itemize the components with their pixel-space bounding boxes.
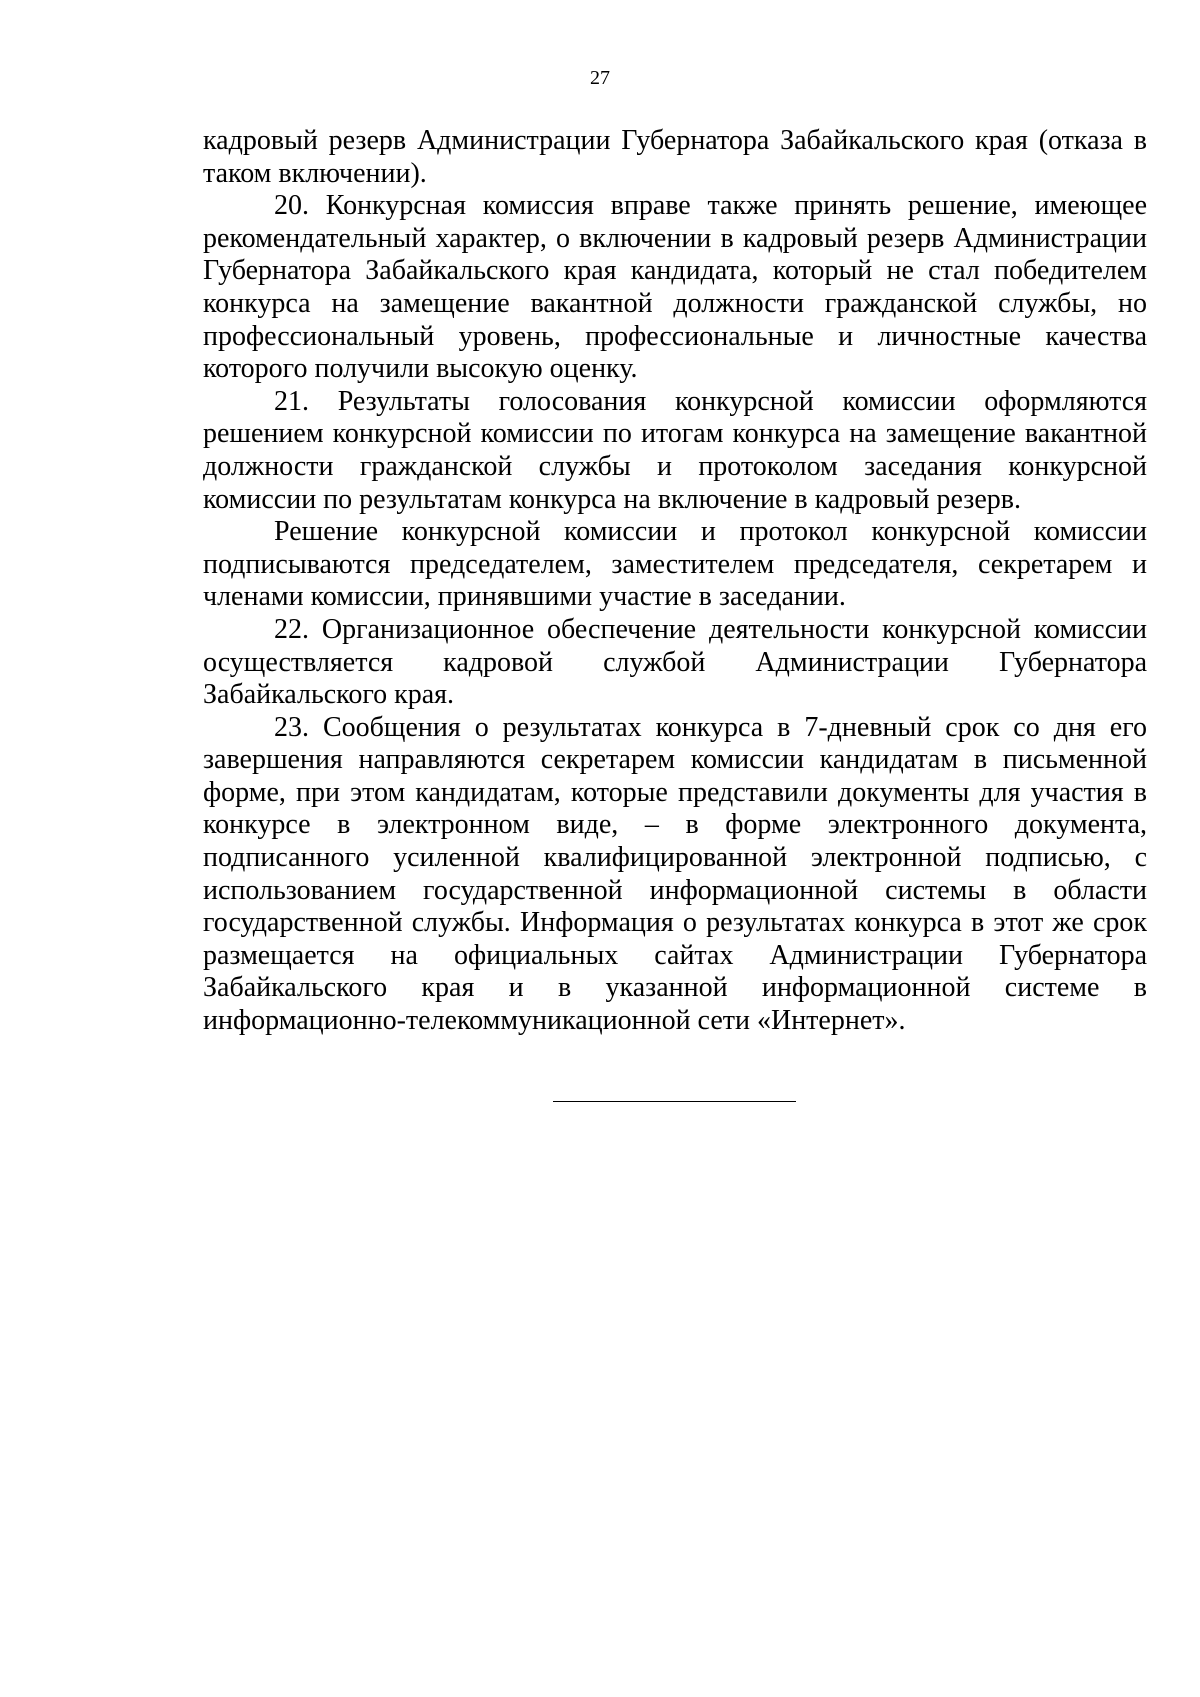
document-body bbox=[203, 125, 1147, 1038]
paragraph-20: 20. Конкурсная комиссия вправе также принять решение, имеющее рекомендательный характер, о включении в кадровый резерв Администрации Губернатора Забайкальского края кандидата, который не стал победителем конкурса на замещение вакантной должности гражданской службы, но профессиональный уровень, профессиональные и личностные качества которого получили высокую оценку. bbox=[203, 190, 1147, 385]
paragraph-23: 23. Сообщения о результатах конкурса в 7-дневный срок со дня его завершения направляются секретарем комиссии кандидатам в письменной форме, при этом кандидатам, которые представили документы для участия в конкурсе в электронном виде, – в форме электронного документа, подписанного усиленной квалифицированной электронной подписью, с использованием государственной информационной системы в области государственной службы. Информация о результатах конкурса в этот же срок размещается на официальных сайтах Администрации Губернатора Забайкальского края и в указанной информационной системе в информационно-телекоммуникационной сети «Интернет». bbox=[203, 711, 1147, 1037]
paragraph-continuation: кадровый резерв Администрации Губернатора Забайкальского края (отказа в таком включении). bbox=[203, 125, 1147, 189]
paragraph-21-signing: Решение конкурсной комиссии и протокол конкурсной комиссии подписываются председателем, заместителем председателя, секретарем и членами комиссии, принявшими участие в заседании. bbox=[203, 516, 1147, 613]
paragraph-21: 21. Результаты голосования конкурсной комиссии оформляются решением конкурсной комиссии по итогам конкурса на замещение вакантной должности гражданской службы и протоколом заседания конкурсной комиссии по результатам конкурса на включение в кадровый резерв. bbox=[203, 385, 1147, 515]
page-number: 27 bbox=[590, 67, 610, 89]
end-of-document-rule bbox=[553, 1101, 796, 1102]
paragraph-22: 22. Организационное обеспечение деятельности конкурсной комиссии осуществляется кадровой службой Администрации Губернатора Забайкальского края. bbox=[203, 613, 1147, 711]
